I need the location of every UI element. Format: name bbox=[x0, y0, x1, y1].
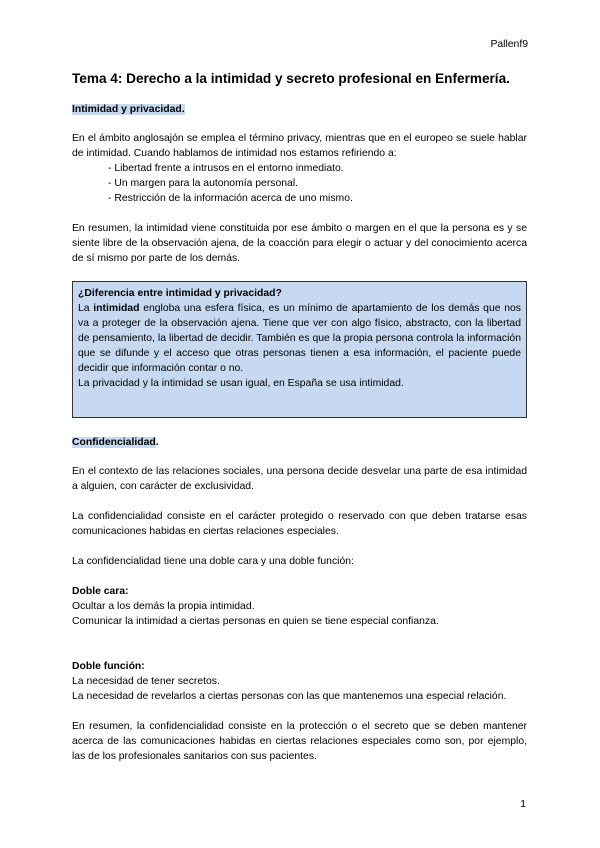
document-body bbox=[72, 70, 527, 764]
paragraph-doble: La confidencialidad tiene una doble cara y una doble función: bbox=[72, 556, 354, 567]
doble-cara-line: Ocultar a los demás la propia intimidad. bbox=[72, 601, 255, 612]
doble-funcion-line: La necesidad de revelarlos a ciertas personas con las que mantenemos una especial relación. bbox=[72, 691, 507, 702]
callout-bold-term: intimidad bbox=[93, 303, 140, 314]
author-header: Pallenf9 bbox=[490, 39, 528, 50]
paragraph-summary-intimidad: En resumen, la intimidad viene constituida por ese ámbito o margen en el que la persona es y se siente libre de la observación ajena, de la coacción para elegir o actuar y del conocimiento acerca de sí mismo por parte de los demás. bbox=[72, 223, 527, 264]
callout-paragraph bbox=[78, 301, 521, 376]
paragraph-intro: En el ámbito anglosajón se emplea el término privacy, mientras que en el europeo se suele hablar de intimidad. Cuando hablamos de intimidad nos estamos refiriendo a: bbox=[72, 133, 527, 159]
intimidad-list bbox=[72, 161, 527, 206]
paragraph-summary-confidencialidad: En resumen, la confidencialidad consiste en la protección o el secreto que se deben mantener acerca de las comunicaciones habidas en ciertas relaciones especiales como son, por ejemplo, las de los profesionales sanitarios con sus pacientes. bbox=[72, 721, 527, 762]
section-heading-intimidad bbox=[72, 102, 527, 117]
section-heading-confidencialidad bbox=[72, 435, 527, 450]
paragraph-definition: La confidencialidad consiste en el carácter protegido o reservado con que deben tratarse esas comunicaciones habidas en ciertas relaciones especiales. bbox=[72, 511, 527, 537]
page-title: Tema 4: Derecho a la intimidad y secreto profesional en Enfermería. bbox=[72, 71, 510, 86]
callout-text-rest: engloba una esfera física, es un mínimo de apartamiento de los demás que nos va a proteger de la observación ajena. Tiene que ver con algo físico, abstracto, con la libertad de pensamiento, la libertad de decidir. También es que la propia persona controla la información que se difunde y el acceso que otras personas tienen a esa información, el paciente puede decidir que información contar o no. bbox=[78, 303, 521, 374]
highlighted-heading: Confidencialidad bbox=[72, 437, 156, 448]
paragraph-context: En el contexto de las relaciones sociales, una persona decide desvelar una parte de esa intimidad a alguien, con carácter de exclusividad. bbox=[72, 466, 527, 492]
callout-paragraph-2: La privacidad y la intimidad se usan igual, en España se usa intimidad. bbox=[78, 378, 404, 389]
highlighted-heading: Intimidad y privacidad. bbox=[72, 104, 185, 115]
heading-dot: . bbox=[155, 437, 159, 448]
list-item: - Un margen para la autonomía personal. bbox=[108, 178, 299, 189]
list-item: - Restricción de la información acerca de uno mismo. bbox=[108, 193, 353, 204]
callout-text-start: La bbox=[78, 303, 94, 314]
list-item: - Libertad frente a intrusos en el entorno inmediato. bbox=[108, 163, 344, 174]
callout-question: ¿Diferencia entre intimidad y privacidad? bbox=[78, 288, 282, 299]
difference-callout-box bbox=[72, 281, 527, 418]
doble-cara-line: Comunicar la intimidad a ciertas personas en quien se tiene especial confianza. bbox=[72, 616, 439, 627]
doble-funcion-line: La necesidad de tener secretos. bbox=[72, 676, 220, 687]
doble-funcion-title: Doble función: bbox=[72, 661, 145, 672]
doble-cara-title: Doble cara: bbox=[72, 586, 129, 597]
page-number: 1 bbox=[520, 799, 526, 810]
